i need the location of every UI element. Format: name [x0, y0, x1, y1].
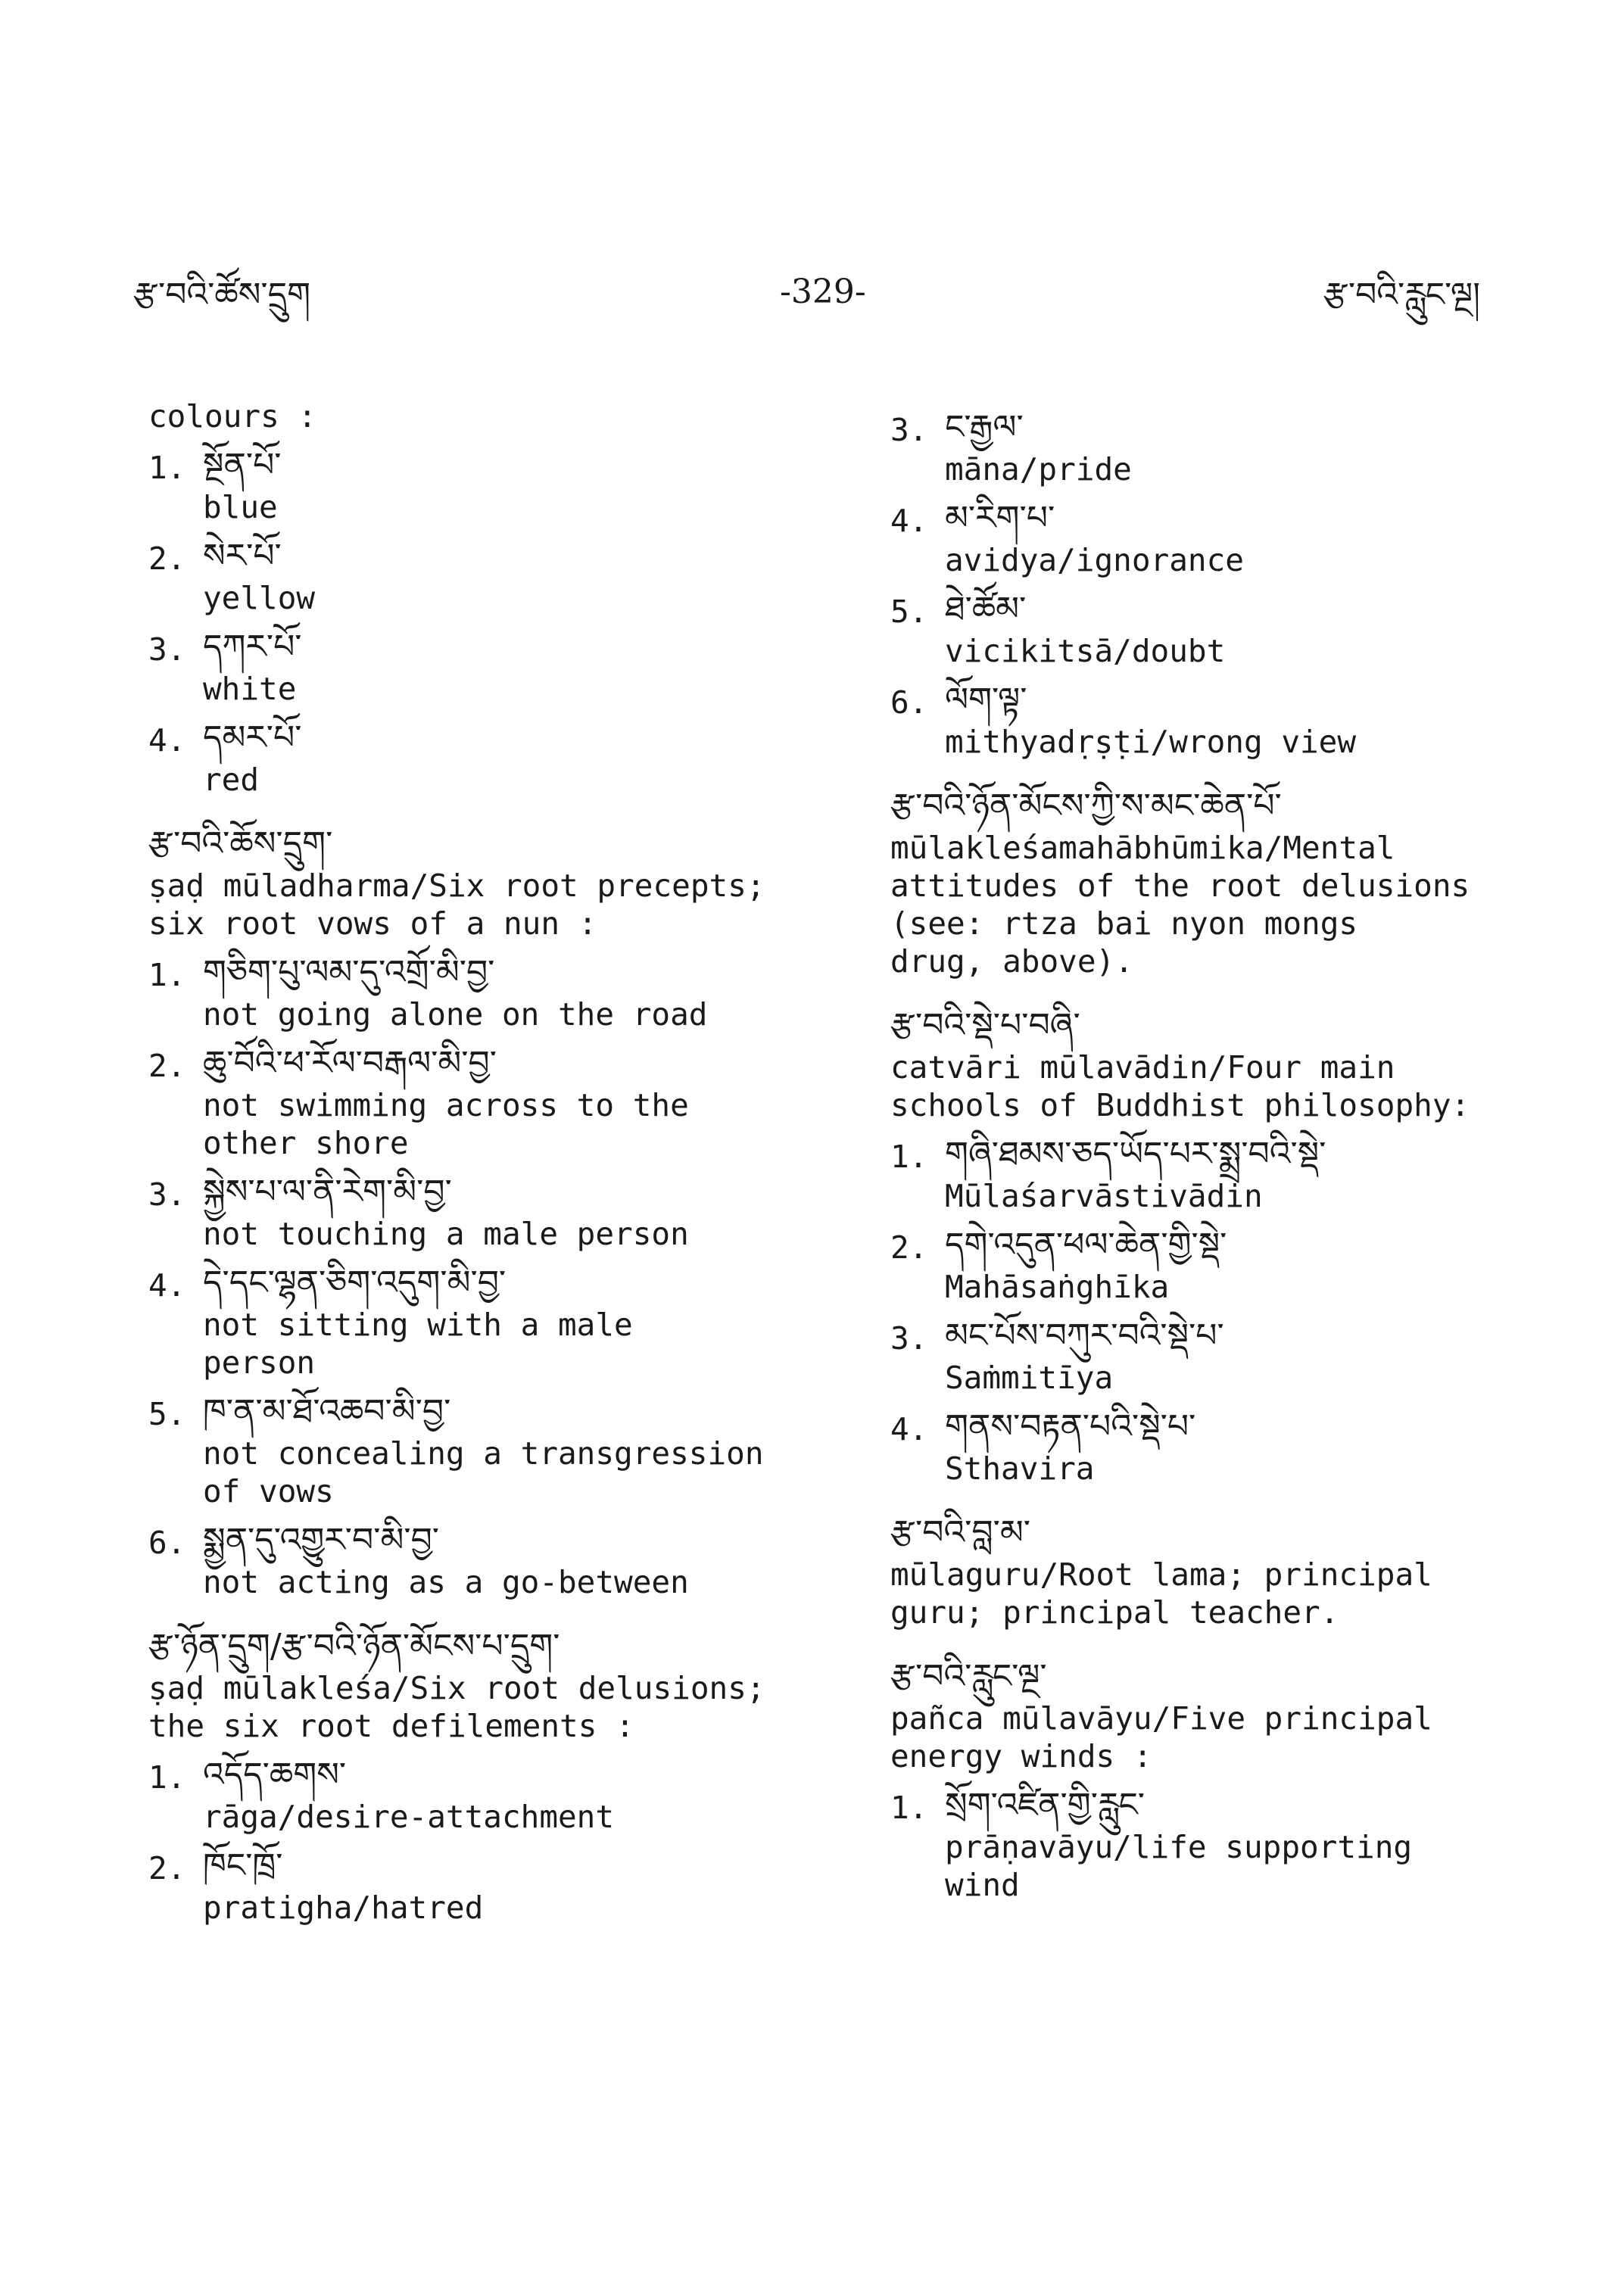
list-item: [148, 1260, 815, 1382]
english-gloss: rāga/desire-attachment: [203, 1799, 615, 1835]
entry-definition: six root vows of a nun :: [148, 905, 597, 942]
english-gloss: not touching a male person: [203, 1216, 689, 1252]
entry-headword: རྩ་བའི་ཆོས་དྲུག་: [148, 824, 333, 863]
entry-definition: guru; principal teacher.: [890, 1594, 1339, 1631]
item-number: 1.: [890, 1139, 928, 1175]
tibetan-term: སྲོག་འཛིན་གྱི་རླུང་: [945, 1786, 1145, 1824]
item-number: 3.: [148, 1176, 186, 1213]
item-number: 4.: [148, 722, 186, 759]
entry-six-root-precepts: [148, 821, 815, 942]
tibetan-term: ཁོང་ཁྲོ་: [203, 1846, 283, 1885]
english-gloss: not sitting with a male: [203, 1307, 633, 1343]
entry-definition: catvāri mūlavādin/Four main: [890, 1049, 1395, 1086]
list-item: [890, 1783, 1557, 1904]
english-gloss: māna/pride: [945, 451, 1132, 488]
entry-headword: རྩ་བའི་སྡེ་པ་བཞི་: [890, 1006, 1080, 1045]
list-item: [890, 1223, 1557, 1306]
entry-headword: རྩ་བའི་ཉོན་མོངས་ཀྱི་ས་མང་ཆེན་པོ་: [890, 787, 1282, 825]
english-gloss: Mūlaśarvāstivādin: [945, 1178, 1263, 1214]
tibetan-term: གནས་བརྟན་པའི་སྡེ་པ་: [945, 1407, 1196, 1446]
tibetan-term: གཞི་ཐམས་ཅད་ཡོད་པར་སྨྲ་བའི་སྡེ་: [945, 1135, 1326, 1173]
entry-six-root-delusions: [148, 1624, 815, 1745]
english-gloss: Mahāsaṅghīka: [945, 1269, 1170, 1305]
english-gloss: white: [203, 671, 297, 707]
english-gloss: yellow: [203, 580, 316, 616]
list-item: [148, 1041, 815, 1162]
item-number: 2.: [148, 1048, 186, 1084]
english-gloss: Saṁmitīya: [945, 1360, 1114, 1396]
tibetan-term: དེ་དང་ལྷན་ཅིག་འདུག་མི་བྱ་: [203, 1263, 507, 1302]
entry-definition: the six root defilements :: [148, 1708, 634, 1744]
entry-headword: རྩ་བའི་བླ་མ་: [890, 1513, 1030, 1552]
item-number: 2.: [148, 541, 186, 577]
english-gloss: not acting as a go-between: [203, 1564, 689, 1600]
tibetan-term: དམར་པོ་: [203, 718, 302, 757]
english-gloss: wind: [945, 1867, 1020, 1903]
english-gloss: prāṇavāyu/life supporting: [945, 1829, 1413, 1865]
item-number: 1.: [890, 1790, 928, 1826]
list-item: [890, 678, 1557, 761]
english-gloss: not concealing a transgression: [203, 1435, 764, 1472]
item-number: 1.: [148, 1759, 186, 1796]
english-gloss: other shore: [203, 1125, 409, 1161]
list-item: [148, 1752, 815, 1836]
list-item: [890, 1313, 1557, 1397]
entry-four-schools: [890, 1003, 1557, 1124]
item-number: 1.: [148, 957, 186, 993]
tibetan-term: དཀར་པོ་: [203, 628, 302, 666]
tibetan-term: འདོད་ཆགས་: [203, 1756, 347, 1794]
english-gloss: person: [203, 1344, 316, 1381]
list-item: [890, 587, 1557, 670]
tibetan-term: སྨྱན་དུ་འགྱུར་བ་མི་བྱ་: [203, 1521, 440, 1559]
tibetan-term: དགེ་འདུན་ཕལ་ཆེན་གྱི་སྡེ་: [945, 1226, 1227, 1264]
item-number: 6.: [890, 684, 928, 721]
entry-definition: energy winds :: [890, 1738, 1152, 1774]
tibetan-term: མ་རིག་པ་: [945, 499, 1055, 537]
item-number: 6.: [148, 1525, 186, 1561]
entry-definition: ṣaḍ mūladharma/Six root precepts;: [148, 868, 765, 904]
list-item: [148, 1389, 815, 1510]
english-gloss: pratigha/hatred: [203, 1890, 484, 1926]
tibetan-term: ཁ་ན་མ་ཐོ་འཆབ་མི་བྱ་: [203, 1392, 451, 1431]
entry-definition: schools of Buddhist philosophy:: [890, 1087, 1470, 1123]
english-gloss: of vows: [203, 1473, 334, 1509]
entry-headword: རྩ་བའི་རླུང་ལྔ་: [890, 1657, 1047, 1696]
running-header-right: རྩ་བའི་རླུང་ལྔ།: [1323, 276, 1480, 314]
english-gloss: not going alone on the road: [203, 996, 708, 1033]
english-gloss: avidya/ignorance: [945, 542, 1244, 578]
list-item: [148, 1518, 815, 1601]
list-item: [890, 1132, 1557, 1215]
tibetan-term: ང་རྒྱལ་: [945, 408, 1024, 447]
list-item: [148, 715, 815, 799]
list-item: [890, 1404, 1557, 1488]
tibetan-term: ལོག་ལྟ་: [945, 681, 1027, 719]
tibetan-term: གཅིག་པུ་ལམ་དུ་འགྲོ་མི་བྱ་: [203, 953, 495, 992]
entry-definition: mūlaguru/Root lama; principal: [890, 1556, 1432, 1593]
list-item: [148, 950, 815, 1033]
entry-definition: mūlakleśamahābhūmika/Mental: [890, 830, 1395, 866]
item-number: 2.: [148, 1850, 186, 1886]
item-number: 3.: [148, 631, 186, 668]
list-item: [148, 534, 815, 617]
list-item: [148, 1843, 815, 1927]
entry-definition: (see: rtza bai nyon mongs: [890, 905, 1358, 942]
entry-definition: ṣaḍ mūlakleśa/Six root delusions;: [148, 1670, 765, 1706]
item-number: 4.: [890, 1411, 928, 1447]
english-gloss: not swimming across to the: [203, 1087, 689, 1123]
entry-mental-attitudes: [890, 784, 1557, 980]
item-number: 3.: [890, 412, 928, 448]
item-number: 5.: [890, 594, 928, 630]
list-item: [890, 496, 1557, 579]
entry-definition: attitudes of the root delusions: [890, 868, 1470, 904]
item-number: 4.: [148, 1267, 186, 1304]
item-number: 5.: [148, 1396, 186, 1432]
right-column: [890, 397, 1557, 1904]
tibetan-term: སྔོན་པོ་: [203, 446, 282, 484]
page-number: -329-: [780, 273, 866, 311]
item-number: 4.: [890, 503, 928, 539]
list-item: [890, 405, 1557, 488]
english-gloss: Sthavira: [945, 1450, 1095, 1487]
entry-root-lama: [890, 1510, 1557, 1631]
left-column: [148, 397, 815, 1927]
tibetan-term: སེར་པོ་: [203, 537, 282, 575]
list-item: [148, 1170, 815, 1253]
tibetan-term: ཐེ་ཚོམ་: [945, 590, 1027, 628]
tibetan-term: སྐྱེས་པ་ལ་ནི་རེག་མི་བྱ་: [203, 1173, 452, 1211]
item-number: 2.: [890, 1229, 928, 1266]
list-item: [148, 443, 815, 526]
item-number: 3.: [890, 1320, 928, 1357]
running-header-left: རྩ་བའི་ཚོས་དྲུག: [133, 276, 311, 314]
english-gloss: blue: [203, 489, 278, 525]
english-gloss: vicikitsā/doubt: [945, 633, 1226, 669]
tibetan-term: ཆུ་བོའི་ཕ་རོལ་བརྒལ་མི་བྱ་: [203, 1044, 497, 1083]
tibetan-term: མང་པོས་བཀུར་བའི་སྡེ་པ་: [945, 1316, 1224, 1355]
entry-definition: drug, above).: [890, 943, 1133, 980]
colours-heading: colours :: [148, 398, 317, 435]
entry-five-winds: [890, 1654, 1557, 1775]
english-gloss: mithyadṛṣṭi/wrong view: [945, 724, 1357, 760]
entry-headword: རྩ་ཉོན་དྲུག/རྩ་བའི་ཉོན་མོངས་པ་དྲུག་: [148, 1627, 560, 1665]
list-item: [148, 625, 815, 708]
item-number: 1.: [148, 450, 186, 486]
entry-definition: pañca mūlavāyu/Five principal: [890, 1700, 1432, 1737]
english-gloss: red: [203, 762, 260, 798]
